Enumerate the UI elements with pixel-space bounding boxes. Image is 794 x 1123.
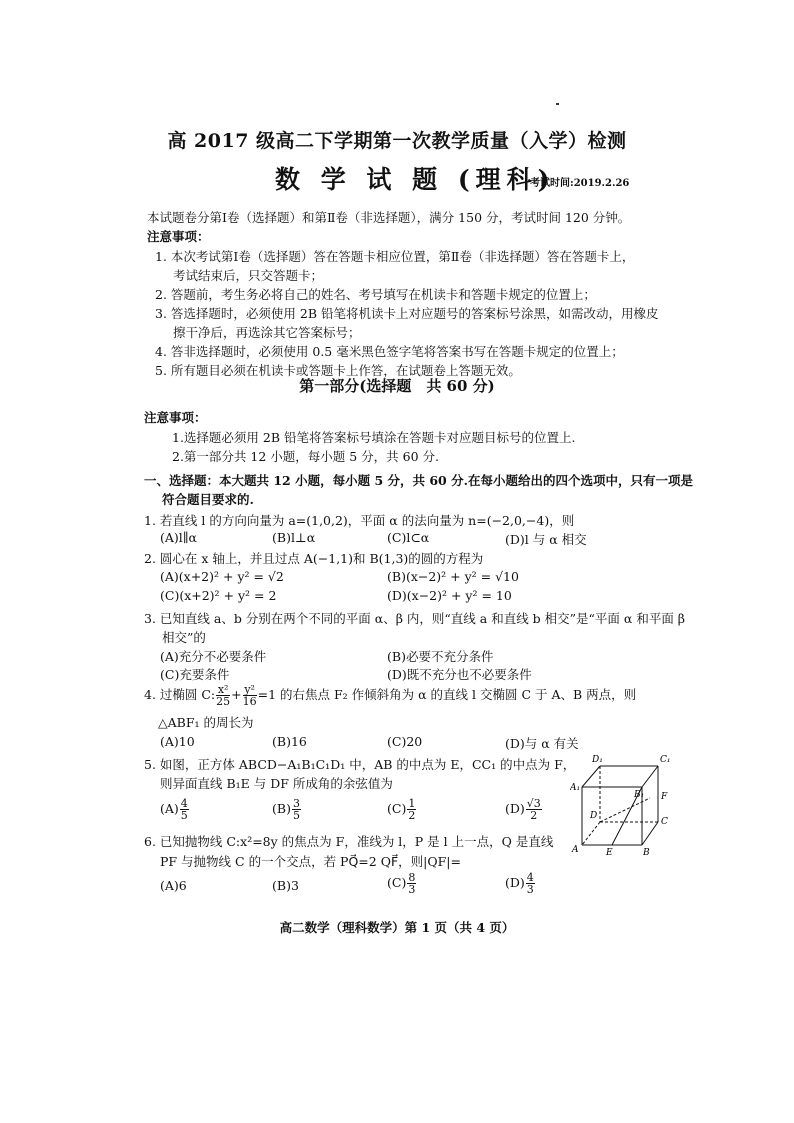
q1-option-c: (C)l⊂α bbox=[387, 530, 430, 545]
label-B: B bbox=[643, 848, 650, 857]
question-4-stem-cont: △ABF₁ 的周长为 bbox=[158, 715, 254, 730]
q5-option-a: (A) $\frac{4}{5}$ bbox=[160, 797, 188, 822]
intro-line: 本试题卷分第Ⅰ卷（选择题）和第Ⅱ卷（非选择题），满分 150 分，考试时间 120 分钟。 bbox=[147, 210, 631, 225]
exam-time: 考试时间:2019.2.26 bbox=[530, 178, 630, 189]
part1-title: 第一部分(选择题 共 60 分) bbox=[299, 377, 495, 395]
q6-option-c: (C) $\frac{8}{3}$ bbox=[387, 871, 416, 896]
q4-option-b: (B)16 bbox=[272, 734, 307, 749]
q1-option-d: (D)l 与 α 相交 bbox=[505, 532, 587, 547]
q4-option-c: (C)20 bbox=[387, 734, 423, 749]
notice-item: 5. 所有题目必须在机读卡或答题卡上作答，在试题卷上答题无效。 bbox=[155, 363, 521, 378]
label-F: F bbox=[661, 792, 668, 802]
q3-option-b: (B)必要不充分条件 bbox=[387, 649, 494, 664]
label-A1: A₁ bbox=[570, 783, 581, 793]
notice-item: 1. 本次考试第Ⅰ卷（选择题）答在答题卡相应位置，第Ⅱ卷（非选择题）答在答题卡上， bbox=[155, 249, 635, 264]
q3-option-c: (C)充要条件 bbox=[160, 667, 230, 682]
question-4-stem bbox=[144, 684, 636, 707]
q3-option-a: (A)充分不必要条件 bbox=[160, 649, 267, 664]
q5-option-b: (B) $\frac{3}{5}$ bbox=[272, 797, 300, 822]
section-instruction: 符合题目要求的. bbox=[162, 492, 254, 507]
label-A: A bbox=[572, 845, 579, 855]
q4-option-d: (D)与 α 有关 bbox=[505, 736, 579, 751]
question-2-stem: 2. 圆心在 x 轴上，并且过点 A(−1,1)和 B(1,3)的圆的方程为 bbox=[144, 551, 484, 566]
part1-note: 2.第一部分共 12 小题，每小题 5 分，共 60 分. bbox=[172, 449, 440, 464]
subject-title: 数 学 试 题 (理科) bbox=[275, 165, 556, 194]
question-6-stem: 6. 已知抛物线 C:x²=8y 的焦点为 F，准线为 l，P 是 l 上一点，Q 是直线 bbox=[144, 834, 554, 849]
q4-fraction-x: $\frac{\text{x²}}{25}$ bbox=[216, 683, 231, 708]
label-D: D bbox=[590, 811, 598, 821]
label-B1: B₁ bbox=[634, 790, 645, 800]
q4-plus: + bbox=[231, 687, 242, 702]
part1-note: 1.选择题必须用 2B 铅笔将答案标号填涂在答题卡对应题目标号的位置上. bbox=[172, 430, 576, 445]
q2-option-b: (B)(x−2)² + y² = √10 bbox=[387, 569, 519, 584]
label-D1: D₁ bbox=[592, 755, 603, 765]
q1-option-a: (A)l∥α bbox=[160, 530, 197, 545]
page-footer: 高二数学（理科数学）第 1 页（共 4 页） bbox=[279, 920, 515, 935]
notice-title: 注意事项： bbox=[147, 229, 210, 244]
label-E: E bbox=[606, 848, 613, 857]
exam-title: 高 2017 级高二下学期第一次教学质量（入学）检测 bbox=[167, 130, 627, 152]
question-3-stem-cont: 相交”的 bbox=[162, 630, 206, 645]
cube-edges bbox=[582, 766, 658, 845]
q3-option-d: (D)既不充分也不必要条件 bbox=[387, 667, 532, 682]
q4-text-b: =1 的右焦点 F₂ 作倾斜角为 α 的直线 l 交椭圆 C 于 A、B 两点，则 bbox=[257, 687, 637, 702]
label-C1: C₁ bbox=[660, 755, 671, 765]
notice-item: 3. 答选择题时，必须使用 2B 铅笔将机读卡上对应题号的答案标号涂黑，如需改动，用橡皮 bbox=[155, 306, 659, 321]
q6-option-b: (B)3 bbox=[272, 878, 299, 893]
question-1-stem: 1. 若直线 l 的方向向量为 a=(1,0,2)，平面 α 的法向量为 n=(−2,0,−4)，则 bbox=[144, 513, 575, 528]
q2-option-d: (D)(x−2)² + y² = 10 bbox=[387, 588, 512, 603]
q6-option-d: (D) $\frac{4}{3}$ bbox=[505, 871, 534, 896]
question-6-stem-cont: PF 与抛物线 C 的一个交点，若 PQ⃗=2 QF⃗，则|QF|= bbox=[160, 854, 461, 869]
cube-figure bbox=[570, 752, 680, 857]
notice-item: 4. 答非选择题时，必须使用 0.5 毫米黑色签字笔将答案书写在答题卡规定的位置上； bbox=[155, 344, 624, 359]
notice-item: 2. 答题前，考生务必将自己的姓名、考号填写在机读卡和答题卡规定的位置上； bbox=[155, 287, 596, 302]
q4-text-a: 4. 过椭圆 C: bbox=[144, 687, 216, 702]
notice-item: 擦干净后，再选涂其它答案标号； bbox=[173, 325, 361, 340]
q1-option-b: (B)l⊥α bbox=[272, 530, 316, 545]
label-C: C bbox=[661, 817, 668, 827]
q2-option-a: (A)(x+2)² + y² = √2 bbox=[160, 569, 284, 584]
question-3-stem: 3. 已知直线 a、b 分别在两个不同的平面 α、β 内，则“直线 a 和直线 b 相交”是“平面 α 和平面 β bbox=[144, 611, 686, 626]
question-5-stem-cont: 则异面直线 B₁E 与 DF 所成角的余弦值为 bbox=[160, 776, 393, 791]
q5-option-d: (D) $\frac{√3}{2}$ bbox=[505, 797, 541, 822]
section-instruction: 一、选择题：本大题共 12 小题，每小题 5 分，共 60 分.在每小题给出的四个选项中，只有一项是 bbox=[144, 473, 693, 488]
q6-option-a: (A)6 bbox=[160, 878, 187, 893]
question-5-stem: 5. 如图，正方体 ABCD−A₁B₁C₁D₁ 中，AB 的中点为 E，CC₁ 的中点为 F， bbox=[144, 757, 576, 772]
q5-option-c: (C) $\frac{1}{2}$ bbox=[387, 797, 416, 822]
notice-item: 考试结束后，只交答题卡； bbox=[173, 268, 324, 283]
q4-option-a: (A)10 bbox=[160, 734, 195, 749]
q4-fraction-y: $\frac{\text{y²}}{16}$ bbox=[242, 683, 257, 708]
part1-notice-title: 注意事项： bbox=[144, 410, 207, 425]
q2-option-c: (C)(x+2)² + y² = 2 bbox=[160, 588, 277, 603]
scan-mark bbox=[556, 103, 559, 105]
